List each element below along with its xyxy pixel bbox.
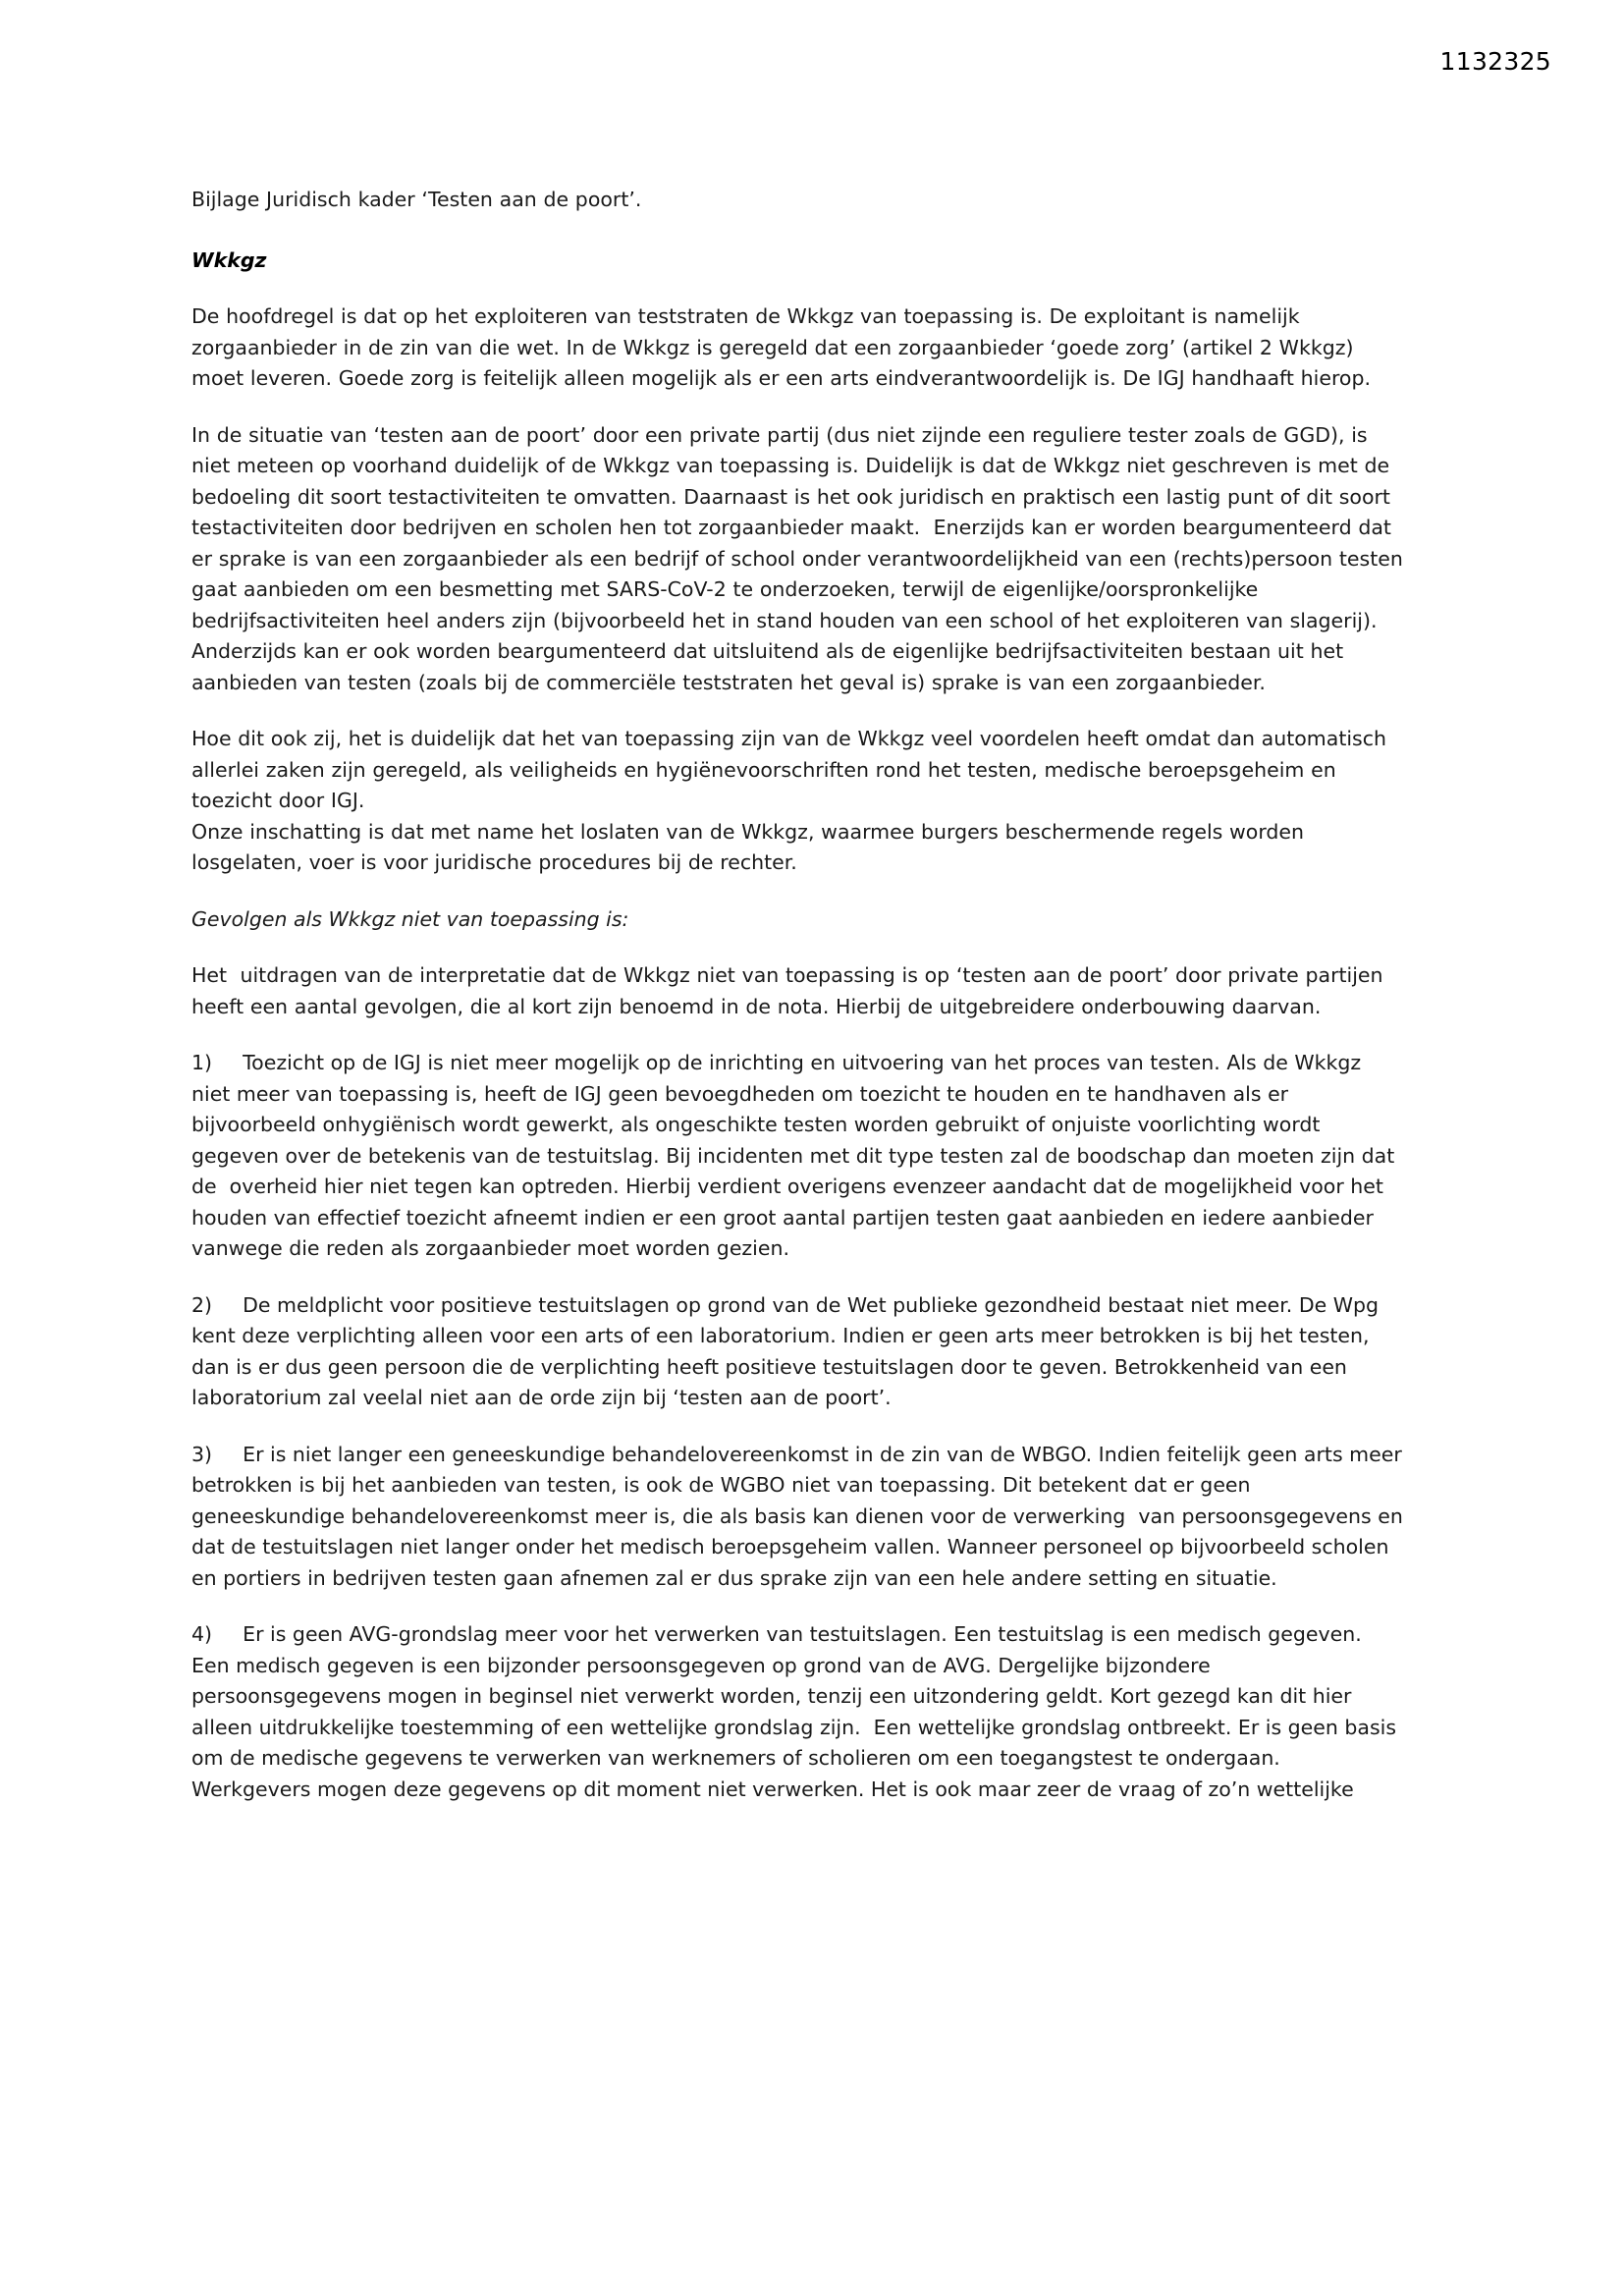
paragraph-hoofdregel: De hoofdregel is dat op het exploiteren van teststraten de Wkkgz van toepassing is. De exploitant is namelijk zorgaanbieder in de zin van die wet. In de Wkkgz is geregeld dat een zorgaanbieder ‘goede zorg’ (artikel 2 Wkkgz) moet leveren. Goede zorg is feitelijk alleen mogelijk als er een arts eindverantwoordelijk is. De IGJ handhaaft hierop. <box>191 304 1371 390</box>
document-number: 1132325 <box>1439 47 1551 76</box>
numbered-point-1: 1) Toezicht op de IGJ is niet meer mogelijk op de inrichting en uitvoering van het proces van testen. Als de Wkkgz niet meer van toepassing is, heeft de IGJ geen bevoegdheden om toezicht te houden en te handhaven als er bijvoorbeeld onhygiënisch wordt gewerkt, als ongeschikte testen worden gebruikt of onjuiste voorlichting wordt gegeven over de betekenis van de testuitslag. Bij incidenten met dit type testen zal de boodschap dan moeten zijn dat de overheid hier niet tegen kan optreden. Hierbij verdient overigens evenzeer aandacht dat de mogelijkheid voor het houden van effectief toezicht afneemt indien er een groot aantal partijen testen gaat aanbieden en iedere aanbieder vanwege die reden als zorgaanbieder moet worden gezien. <box>191 1051 1401 1260</box>
paragraph-uitdragen-interpretatie: Het uitdragen van de interpretatie dat de Wkkgz niet van toepassing is op ‘testen aan de poort’ door private partijen heeft een aantal gevolgen, die al kort zijn benoemd in de nota. Hierbij de uitgebreidere onderbouwing daarvan. <box>191 963 1390 1018</box>
paragraph-situatie-testen-aan-de-poort: In de situatie van ‘testen aan de poort’ door een private partij (dus niet zijnde een reguliere tester zoals de GGD), is niet meteen op voorhand duidelijk of de Wkkgz van toepassing is. Duidelijk is dat de Wkkgz niet geschreven is met de bedoeling dit soort testactiviteiten te omvatten. Daarnaast is het ook juridisch en praktisch een lastig punt of dit soort testactiviteiten door bedrijven en scholen hen tot zorgaanbieder maakt. Enerzijds kan er worden beargumenteerd dat er sprake is van een zorgaanbieder als een bedrijf of school onder verantwoordelijkheid van een (rechts)persoon testen gaat aanbieden om een besmetting met SARS-CoV-2 te onderzoeken, terwijl de eigenlijke/oorspronkelijke bedrijfsactiviteiten heel anders zijn (bijvoorbeeld het in stand houden van een school of het exploiteren van slagerij). Anderzijds kan er ook worden beargumenteerd dat uitsluitend als de eigenlijke bedrijfsactiviteiten bestaan uit het aanbieden van testen (zoals bij de commerciële teststraten het geval is) sprake is van een zorgaanbieder. <box>191 422 1410 694</box>
paragraph-onze-inschatting: Onze inschatting is dat met name het loslaten van de Wkkgz, waarmee burgers beschermende regels worden losgelaten, voer is voor juridische procedures bij de rechter. <box>191 819 1311 874</box>
numbered-point-2: 2) De meldplicht voor positieve testuitslagen op grond van de Wet publieke gezondheid bestaat niet meer. De Wpg kent deze verplichting alleen voor een arts of een laboratorium. Indien er geen arts meer betrokken is bij het testen, dan is er dus geen persoon die de verplichting heeft positieve testuitslagen door te geven. Betrokkenheid van een laboratorium zal veelal niet aan de orde zijn bij ‘testen aan de poort’. <box>191 1292 1385 1409</box>
numbered-point-3: 3) Er is niet langer een geneeskundige behandelovereenkomst in de zin van de WBGO. Indien feitelijk geen arts meer betrokken is bij het aanbieden van testen, is ook de WGBO niet van toepassing. Dit betekent dat er geen geneeskundige behandelovereenkomst meer is, die als basis kan dienen voor de verwerking van persoonsgegevens en dat de testuitslagen niet langer onder het medisch beroepsgeheim vallen. Wanneer personeel op bijvoorbeeld scholen en portiers in bedrijven testen gaan afnemen zal er dus sprake zijn van een hele andere setting en situatie. <box>191 1442 1410 1590</box>
paragraph-hoe-dit-ook-zij: Hoe dit ook zij, het is duidelijk dat het van toepassing zijn van de Wkkgz veel voordelen heeft omdat dan automatisch allerlei zaken zijn geregeld, als veiligheids en hygiënevoorschriften rond het testen, medische beroepsgeheim en toezicht door IGJ. <box>191 727 1393 812</box>
subheading-gevolgen: Gevolgen als Wkkgz niet van toepassing is: <box>191 906 629 931</box>
annex-title-line: Bijlage Juridisch kader ‘Testen aan de poort’. <box>191 188 642 211</box>
document-body <box>191 185 1410 1831</box>
section-heading-wkkgz: Wkkgz <box>191 247 267 272</box>
numbered-point-4: 4) Er is geen AVG-grondslag meer voor het verwerken van testuitslagen. Een testuitslag is een medisch gegeven. Een medisch gegeven is een bijzonder persoonsgegeven op grond van de AVG. Dergelijke bijzondere persoonsgegevens mogen in beginsel niet verwerkt worden, tenzij een uitzondering geldt. Kort gezegd kan dit hier alleen uitdrukkelijke toestemming of een wettelijke grondslag zijn. Een wettelijke grondslag ontbreekt. Er is geen basis om de medische gegevens te verwerken van werknemers of scholieren om een toegangstest te ondergaan. Werkgevers mogen deze gegevens op dit moment niet verwerken. Het is ook maar zeer de vraag of zo’n wettelijke <box>191 1622 1403 1801</box>
